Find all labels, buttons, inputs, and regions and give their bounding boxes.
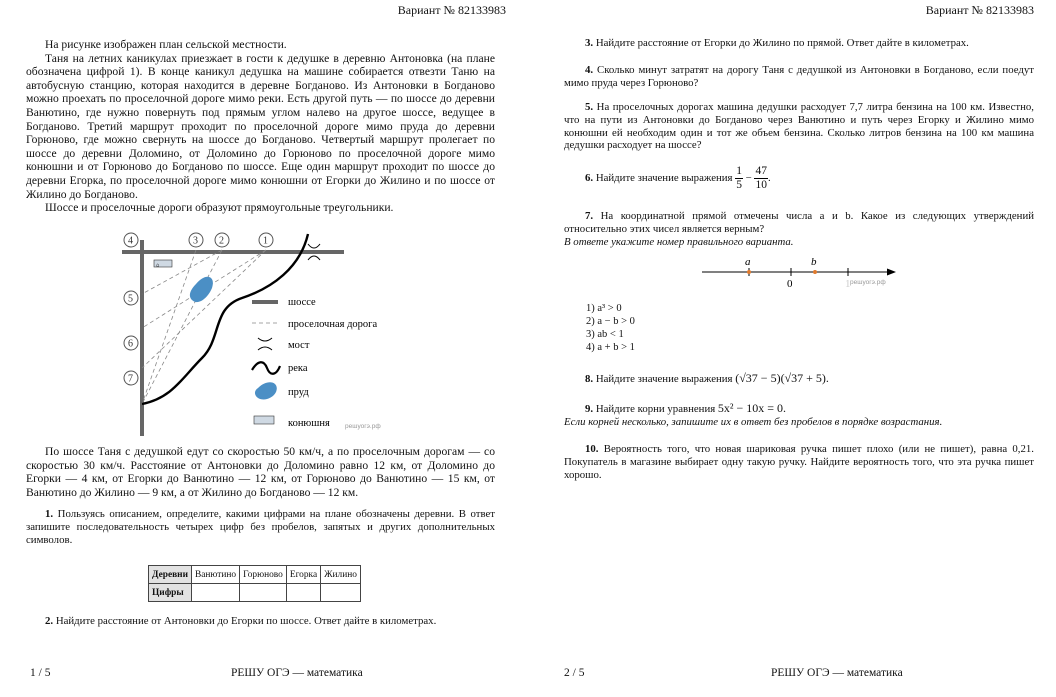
map-legend xyxy=(252,297,381,430)
marker-3: 3 xyxy=(193,235,198,247)
task-6-text: Найдите значение выражения xyxy=(595,171,733,184)
table-cell-empty[interactable] xyxy=(240,584,287,602)
task-8 xyxy=(564,372,1034,386)
table-cell-village: Ванютино xyxy=(191,566,239,584)
label-one: 1 xyxy=(845,278,851,290)
legend-highway: шоссе xyxy=(288,297,316,308)
task-5-number: 5. xyxy=(585,101,594,113)
task-2 xyxy=(26,615,495,628)
minus-sign: − xyxy=(745,171,752,184)
village-map xyxy=(112,228,402,436)
fraction-47-10 xyxy=(754,165,768,192)
highway-horizontal xyxy=(122,250,344,254)
site-name: РЕШУ ОГЭ — математика xyxy=(231,667,363,679)
task-4-text: Сколько минут затратят на дорогу Таня с дедушкой из Антоновки в Богданово, если поедут мимо пруда через Горюново? xyxy=(564,64,1034,89)
map-watermark: решуогэ.рф xyxy=(345,423,381,430)
table-head-villages: Деревни xyxy=(149,566,192,584)
river xyxy=(142,234,308,404)
frac-den: 5 xyxy=(736,179,742,191)
variant-number: Вариант № 82133983 xyxy=(397,3,506,17)
option-4[interactable]: 4) a + b > 1 xyxy=(586,342,635,353)
task-9-text: Найдите корни уравнения xyxy=(595,403,716,415)
intro-text xyxy=(26,38,495,215)
label-a: a xyxy=(745,256,751,268)
legend-stable: конюшня xyxy=(288,418,330,429)
task-10-text: Вероятность того, что новая шариковая ручка пишет плохо (или не пишет), равна 0,21. Покупатель в магазине выбирает одну такую ручку. Найдите вероятность того, что эта ручка пишет хорошо. xyxy=(564,443,1035,481)
variant-number: Вариант № 82133983 xyxy=(925,3,1034,17)
task-2-text: Найдите расстояние от Антоновки до Егорки по шоссе. Ответ дайте в километрах. xyxy=(55,615,437,627)
period: . xyxy=(767,171,771,184)
page-number: 1 / 5 xyxy=(30,667,51,679)
stable-icon xyxy=(154,260,172,269)
fraction-1-5 xyxy=(735,165,743,192)
intro-para-1: На рисунке изображен план сельской местности. xyxy=(45,38,287,51)
task-8-number: 8. xyxy=(585,373,594,385)
task-4-number: 4. xyxy=(585,64,594,76)
task-2-number: 2. xyxy=(45,615,54,627)
frac-den: 10 xyxy=(755,179,767,191)
task-7-number: 7. xyxy=(585,210,594,222)
point-a xyxy=(747,270,751,274)
frac-num: 1 xyxy=(736,165,742,177)
dirt-roads xyxy=(142,250,266,404)
marker-4: 4 xyxy=(128,235,133,247)
marker-2: 2 xyxy=(219,235,224,247)
task-3-number: 3. xyxy=(585,37,594,49)
table-cell-empty[interactable] xyxy=(286,584,320,602)
task-7-note: В ответе укажите номер правильного варианта. xyxy=(564,235,794,248)
task-9 xyxy=(564,402,1034,429)
table-cell-village: Горюново xyxy=(240,566,287,584)
marker-6: 6 xyxy=(128,338,133,350)
task-3 xyxy=(564,37,1034,50)
marker-1: 1 xyxy=(263,235,268,247)
task-7-options xyxy=(586,302,635,354)
table-cell-village: Жилино xyxy=(321,566,361,584)
task-3-text: Найдите расстояние от Егорки до Жилино по прямой. Ответ дайте в километрах. xyxy=(595,37,969,49)
legend-dirt-road: проселочная дорога xyxy=(288,319,378,330)
answer-table xyxy=(148,565,361,602)
table-row xyxy=(149,584,361,602)
task-9-note: Если корней несколько, запишите их в ответ без пробелов в порядке возрастания. xyxy=(564,415,943,428)
intro-para-3: Шоссе и проселочные дороги образуют прямоугольные треугольники. xyxy=(45,201,394,215)
task-1-text: Пользуясь описанием, определите, какими цифрами на плане обозначены деревни. В ответ запишите последовательность четырех цифр без пробелов, запятых и других дополнительных символов. xyxy=(26,508,495,546)
marker-5: 5 xyxy=(128,293,133,305)
axis-watermark: решуогэ.рф xyxy=(850,279,886,286)
speed-distances-text xyxy=(26,445,495,499)
task-1 xyxy=(26,508,495,546)
label-zero: 0 xyxy=(787,278,793,290)
option-3[interactable]: 3) ab < 1 xyxy=(586,329,624,340)
table-cell-empty[interactable] xyxy=(191,584,239,602)
site-name: РЕШУ ОГЭ — математика xyxy=(771,667,903,679)
task-6-number: 6. xyxy=(585,171,594,184)
task-5-text: На проселочных дорогах машина дедушки расходует 7,7 литра бензина на 100 км. Известно, что на пути из Антоновки до Богданово через Ванютино и путь через Егорку и Жилино мимо конюшни ей необходим один и тот же объем бензина. Сколько литров бензина на 100 км машина дедушки расходует на шоссе? xyxy=(564,101,1034,152)
frac-num: 47 xyxy=(755,165,767,177)
marker-7: 7 xyxy=(128,373,133,385)
legend-pond: пруд xyxy=(288,387,309,398)
task-8-expression: (√37 − 5)(√37 + 5). xyxy=(735,371,829,385)
task-9-number: 9. xyxy=(585,403,594,415)
table-row xyxy=(149,566,361,584)
page-2 xyxy=(528,0,1056,697)
label-b: b xyxy=(811,256,817,268)
legend-bridge: мост xyxy=(288,340,310,351)
table-cell-village: Егорка xyxy=(286,566,320,584)
task-6 xyxy=(564,165,1034,192)
task-4 xyxy=(564,64,1034,90)
svg-text:⌂: ⌂ xyxy=(156,262,160,269)
option-1[interactable]: 1) a³ > 0 xyxy=(586,303,622,314)
task-10 xyxy=(564,443,1034,481)
task-5 xyxy=(564,101,1034,152)
task-9-expression: 5x² − 10x = 0. xyxy=(717,401,787,415)
pond-icon xyxy=(190,277,213,302)
point-b xyxy=(813,270,817,274)
option-2[interactable]: 2) a − b > 0 xyxy=(586,316,635,327)
page-number: 2 / 5 xyxy=(564,667,585,679)
highway-vertical xyxy=(140,240,144,436)
task-1-number: 1. xyxy=(45,508,54,520)
task-8-text: Найдите значение выражения xyxy=(595,373,733,385)
intro-para-2: Таня на летних каникулах приезжает в гости к дедушке в деревню Антоновка (на плане обозначена цифрой 1). В конце каникул дедушка на машине собирается отвезти Таню на автобусную станцию, которая находится в деревне Богданово. Из Антоновки в Богданово можно проехать по проселочной дороге мимо реки. Есть другой путь — по шоссе до деревни Ванютино, где нужно повернуть под прямым углом налево на другое шоссе, ведущее в Богданово. Третий маршрут проходит по проселочной дороге мимо пруда до деревни Горюново, где можно свернуть на шоссе до Богданово. Четвертый маршрут пролегает по шоссе до деревни Доломино, от Доломино до Горюново по проселочной дороге мимо конюшни и от Горюново до Богданово по шоссе. Еще один маршрут проходит по шоссе до деревни Егорка, по проселочной дороге мимо конюшни от Егорки до Жилино и по шоссе от Жилино до Богданово. xyxy=(26,51,495,201)
table-cell-empty[interactable] xyxy=(321,584,361,602)
number-line xyxy=(698,254,898,290)
task-7-text: На координатной прямой отмечены числа a и b. Какое из следующих утверждений относительно этих чисел является верным? xyxy=(564,210,1034,235)
table-head-digits: Цифры xyxy=(149,584,192,602)
speed-distances-para: По шоссе Таня с дедушкой едут со скоростью 50 км/ч, а по проселочным дорогам — со скоростью 30 км/ч. Расстояние от Антоновки до Доломино равно 12 км, от Доломино до Егорки — 4 км, от Егорки до Ванютино — 12 км, от Горюново до Ванютино — 15 км, от Ванютино до Жилино — 9 км, а от Жилино до Богданово — 12 км. xyxy=(26,445,495,499)
task-7 xyxy=(564,210,1034,248)
task-10-number: 10. xyxy=(585,443,599,455)
legend-river: река xyxy=(288,363,308,374)
